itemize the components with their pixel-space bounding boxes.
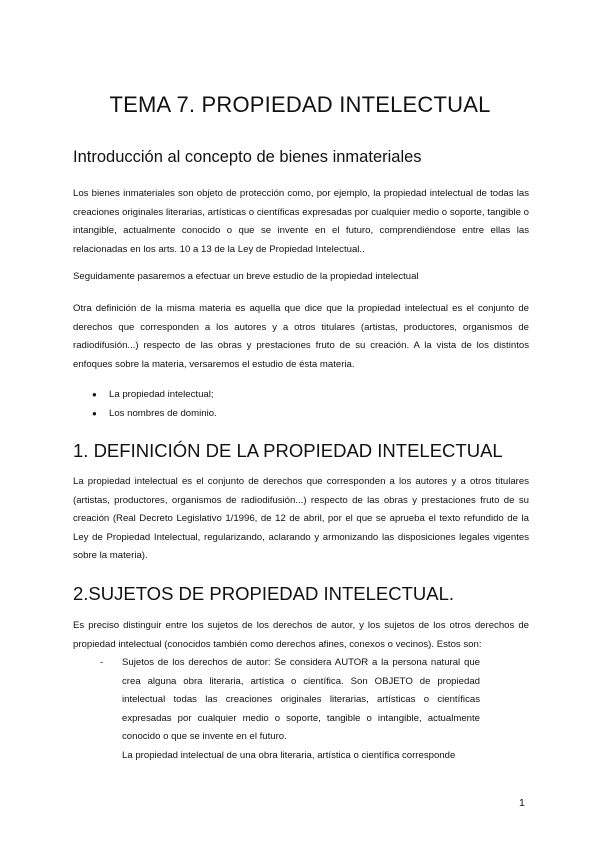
subjects-continuation-text: La propiedad intelectual de una obra literaria, artística o científica corresponde: [122, 749, 456, 761]
section-heading-definition: 1. DEFINICIÓN DE LA PROPIEDAD INTELECTUAL: [73, 440, 503, 461]
list-item-text: La propiedad intelectual;: [109, 389, 214, 400]
paragraph-study: Seguidamente pasaremos a efectuar un breve estudio de la propiedad intelectual: [73, 271, 419, 282]
subjects-author-text: Sujetos de los derechos de autor: Se considera AUTOR a la persona natural que crea alguna obra literaria, artística o científica. Son OBJETO de propiedad intelectual todas las creaciones originales literarias, artísticas o científicas expresadas por cualquier medio o soporte, tangible o intangible, actualmente conocido o que se invente en el futuro.: [122, 657, 480, 743]
paragraph-legal-definition: La propiedad intelectual es el conjunto de derechos que corresponden a los autores y a otros titulares (artistas, productores, organismos de radiodifusión...) respecto de las obras y prestaciones fruto de su creación (Real Decreto Legislativo 1/1996, de 12 de abril, por el que se aprueba el texto refundido de la Ley de Propiedad Intelectual, regularizando, aclarando y armonizando las disposiciones legales vigentes sobre la materia).: [73, 476, 529, 562]
list-item-text: Los nombres de dominio.: [109, 407, 217, 419]
page-number: 1: [519, 797, 525, 809]
bullet-icon: ●: [92, 408, 97, 418]
paragraph-subjects: Es preciso distinguir entre los sujetos de los derechos de autor, y los sujetos de los otros derechos de propiedad intelectual (conocidos también como derechos afines, conexos o vecinos). Estos son:: [73, 620, 529, 650]
dash-marker: -: [100, 657, 104, 668]
paragraph-definition: Otra definición de la misma materia es aquella que dice que la propiedad intelectual es el conjunto de derechos que corresponden a los autores y a otros titulares (artistas, productores, organismos de radiodifusión...) respecto de las obras y prestaciones fruto de su creación. A la vista de los distintos enfoques sobre la materia, versaremos el estudio de ésta materia.: [73, 303, 529, 370]
paragraph-intro: Los bienes inmateriales son objeto de protección como, por ejemplo, la propiedad intelectual de todas las creaciones originales literarias, artísticas o científicas expresadas por cualquier medio o soporte, tangible o intangible, actualmente conocido o que se invente en el futuro, comprendiéndose entre ellas las relacionadas en los arts. 10 a 13 de la Ley de Propiedad Intelectual..: [73, 188, 529, 255]
page-title: TEMA 7. PROPIEDAD INTELECTUAL: [109, 92, 491, 117]
list-item: [92, 405, 217, 424]
section-heading-subjects: 2.SUJETOS DE PROPIEDAD INTELECTUAL.: [73, 583, 455, 604]
bullet-list: [92, 386, 217, 423]
subjects-list-item: [100, 654, 480, 766]
intro-heading: Introducción al concepto de bienes inmateriales: [73, 148, 422, 166]
list-item: [92, 386, 217, 405]
bullet-icon: ●: [92, 390, 97, 399]
